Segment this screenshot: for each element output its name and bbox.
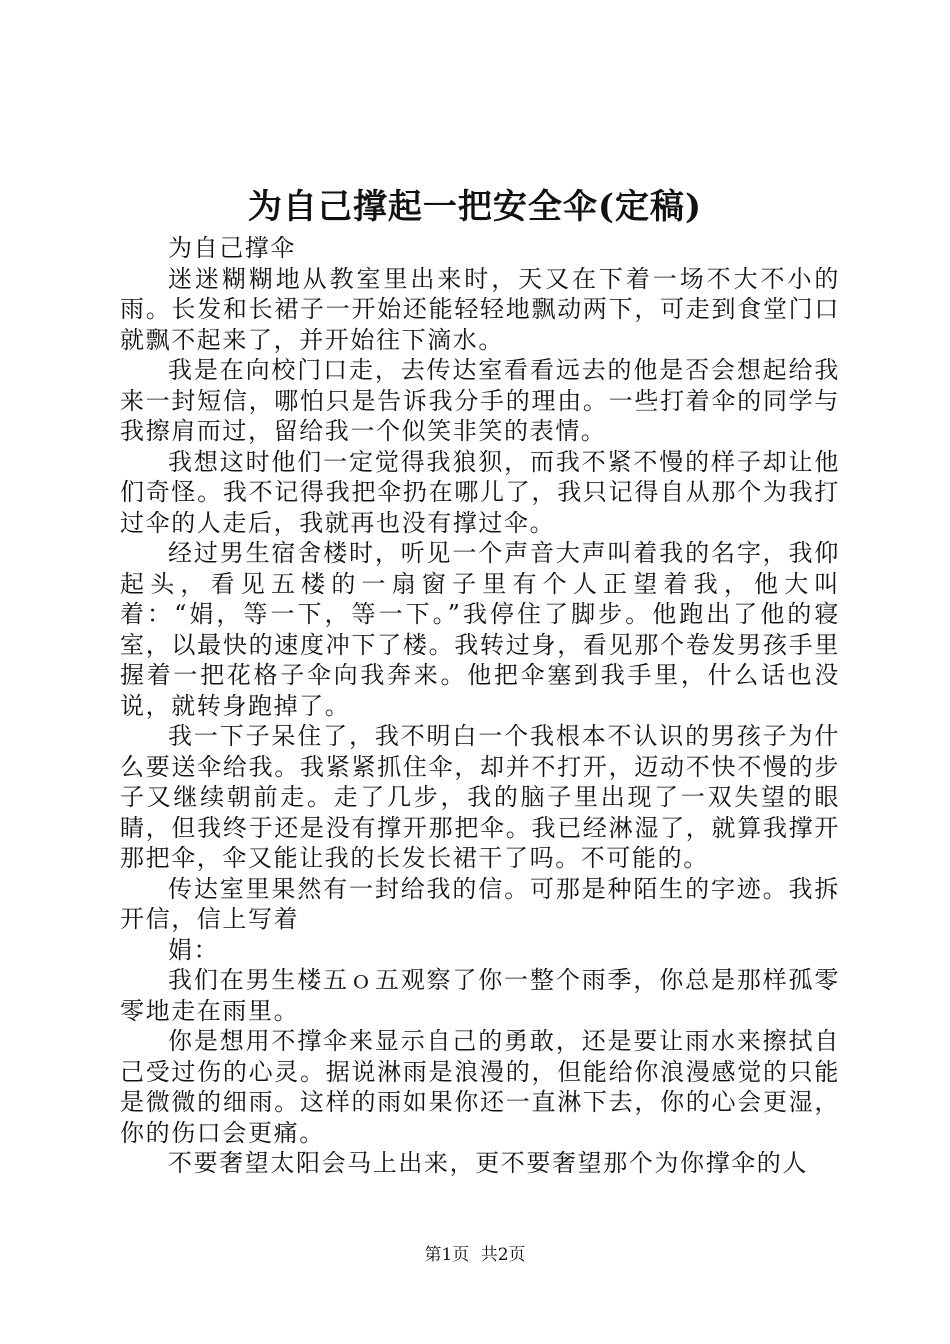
paragraph: 我是在向校门口走，去传达室看看远去的他是否会想起给我来一封短信，哪怕只是告诉我分手的理由。一些打着伞的同学与我擦肩而过，留给我一个似笑非笑的表情。 [120, 356, 840, 445]
paragraph: 我一下子呆住了，我不明白一个我根本不认识的男孩子为什么要送伞给我。我紧紧抓住伞，却并不打开，迈动不快不慢的步子又继续朝前走。走了几步，我的脑子里出现了一双失望的眼睛，但我终于还是没有撑开那把伞。我已经淋湿了，就算我撑开那把伞，伞又能让我的长发长裙干了吗。不可能的。 [120, 722, 840, 872]
paragraph: 你是想用不撑伞来显示自己的勇敢，还是要让雨水来擦拭自己受过伤的心灵。据说淋雨是浪漫的，但能给你浪漫感觉的只能是微微的细雨。这样的雨如果你还一直淋下去，你的心会更湿，你的伤口会更痛。 [120, 1027, 840, 1147]
paragraph: 迷迷糊糊地从教室里出来时，天又在下着一场不大不小的雨。长发和长裙子一开始还能轻轻地飘动两下，可走到食堂门口就飘不起来了，并开始往下滴水。 [120, 264, 840, 354]
paragraph: 我们在男生楼五ｏ五观察了你一整个雨季，你总是那样孤零零地走在雨里。 [120, 966, 840, 1025]
page-footer [0, 1243, 950, 1267]
paragraph: 我想这时他们一定觉得我狼狈，而我不紧不慢的样子却让他们奇怪。我不记得我把伞扔在哪儿了，我只记得自从那个为我打过伞的人走后，我就再也没有撑过伞。 [120, 447, 840, 537]
paragraph: 经过男生宿舍楼时，听见一个声音大声叫着我的名字，我仰起头，看见五楼的一扇窗子里有个人正望着我，他大叫着：“娟，等一下，等一下。”我停住了脚步。他跑出了他的寝室，以最快的速度冲下了楼。我转过身，看见那个卷发男孩手里握着一把花格子伞向我奔来。他把伞塞到我手里，什么话也没说，就转身跑掉了。 [120, 539, 840, 720]
paragraph: 传达室里果然有一封给我的信。可那是种陌生的字迹。我拆开信，信上写着 [120, 874, 840, 933]
paragraph: 不要奢望太阳会马上出来，更不要奢望那个为你撑伞的人 [168, 1149, 808, 1177]
page-total: 共2页 [480, 1245, 526, 1265]
document-body [120, 233, 840, 1179]
letter-salutation: 娟： [168, 935, 220, 964]
paragraph: 为自己撑伞 [168, 234, 296, 262]
page-number: 第1页 [424, 1245, 470, 1265]
document-title: 为自己撑起一把安全伞(定稿) [247, 187, 703, 227]
